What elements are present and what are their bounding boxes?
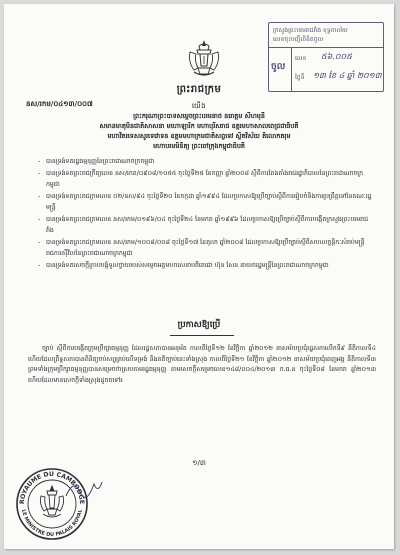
king-title-line: មហាវិតរទេសសូរទេវោទន ឧត្តមមហាក្រមជាតិសព្វទេវ ស្ថិតវិស័យ តិលោកតរុម — [107, 132, 291, 140]
seal-top-text: ROYAUME DU CAMBODGE — [18, 470, 86, 505]
decree-title: ព្រះរាជក្រម — [176, 84, 222, 95]
decree-preamble: យើង — [191, 102, 207, 110]
signature-icon — [64, 474, 104, 504]
consideration-item: - បានទ្រង់ទតព្រះរាជក្រឹត្យលេខ នស/រកត/០៩០៨/១០៥៥ ចុះថ្ងៃទី២៥ ខែកញ្ញា ឆ្នាំ២០០៨ ស្តីពីការតែងតាំងរាជរដ្ឋាភិបាលនៃព្រះរាជាណាចក្រកម្ពុជា — [38, 170, 364, 188]
king-title-line: ព្រះករុណាព្រះបាទសម្តេចព្រះបរមនាថ នរោត្តម សីហមុនី — [133, 112, 265, 120]
consideration-item: - បានទ្រង់ទតព្រះរាជក្រមលេខ នស/រកម/១០០៨/០០៨ ចុះថ្ងៃទី១៧ ខែតុលា ឆ្នាំ២០០៨ ដែលប្រកាសឱ្យប្រើច្បាប់ស្តីពីសហលក្ខន្តិកៈសំរាប់មន្ត្រីរាជការស៊ីវិលនៃព្រះរាជាណាចក្រកម្ពុជា — [38, 239, 365, 257]
consideration-text: បានទ្រង់ទតព្រះរាជក្រមលេខ ០២/នស/៩៤ ចុះថ្ងៃទី២០ ខែកក្កដា ឆ្នាំ១៩៩៤ ដែលប្រកាសឱ្យប្រើច្បាប់ស្តីពីការរៀបចំនិងការប្រព្រឹត្តទៅនៃគណៈរដ្ឋមន្ត្រី — [46, 193, 372, 211]
stamp-header-line2: លេខចុះបញ្ជីលិខិតចូល — [273, 36, 324, 43]
page-number: ១/៣ — [192, 459, 206, 467]
body-paragraph: ច្បាប់ ស្តីពីការបង្កើតក្រុមប្រឹក្សាធម្មនុញ្ញ ដែលរដ្ឋសភាបានអនុម័ត កាលពីថ្ងៃទី១២ ខែវិច្ឆិកា ឆ្នាំ២០១២ នាសម័យប្រជុំរដ្ឋសភាលើកទី៩ នីតិកាលទី៤ ហើយដែលព្រឹទ្ធសភាបានពិនិត្យចប់សព្វគ្រប់លើទម្រង់ និងគតិច្បាប់នេះទាំងស្រុង កាលពីថ្ងៃទី២១ ខែវិច្ឆិកា ឆ្នាំ២០១២ នាសម័យប្រជុំពេញអង្គ នីតិកាលទី៣ ព្រមទាំងក្រុមប្រឹក្សាធម្មនុញ្ញបានសម្រេចថាស្របតាមរដ្ឋធម្មនុញ្ញ តាមសេចក្តីសម្រេចលេខ១៤៨/០០៤/២០១៣ ក.ធ.ន ចុះថ្ងៃទី០៨ ខែមករា ឆ្នាំ២០១៣ ហើយដែលមានសេចក្តីទាំងស្រុងដូចតទៅ៖ — [28, 345, 376, 384]
section-heading: ប្រកាសឱ្យប្រើ — [177, 320, 221, 330]
king-title-line: មហាបរមមិនិត្យ ព្រះចៅក្រុងកម្ពុជាធិបតី — [153, 142, 245, 150]
consideration-item: - បានទ្រង់ទតសេចក្តីក្រាបបង្គំទូលថ្វាយរបស់សម្តេចអគ្គមហាសេនាបតីតេជោ ហ៊ុន សែន នាយករដ្ឋមន្ត្រីនៃព្រះរាជាណាចក្រកម្ពុជា — [38, 262, 329, 269]
seal-emblem-icon — [40, 486, 63, 517]
consideration-text: បានទ្រង់ទតព្រះរាជក្រមលេខ នស/រកម/១០០៨/០០៨ ចុះថ្ងៃទី១៧ ខែតុលា ឆ្នាំ២០០៨ ដែលប្រកាសឱ្យប្រើច្បាប់ស្តីពីសហលក្ខន្តិកៈសំរាប់មន្ត្រីរាជការស៊ីវិលនៃព្រះរាជាណាចក្រកម្ពុជា — [46, 239, 365, 257]
document-page — [4, 4, 394, 549]
stamp-number-label: លេខ — [295, 55, 307, 62]
decree-reference: នស/រកម/០៤១៣/០០៧ — [26, 100, 93, 108]
consideration-item: - បានទ្រង់ទតព្រះរាជក្រមលេខ ០២/នស/៩៤ ចុះថ្ងៃទី២០ ខែកក្កដា ឆ្នាំ១៩៩៤ ដែលប្រកាសឱ្យប្រើច្បាប់ស្តីពីការរៀបចំនិងការប្រព្រឹត្តទៅនៃគណៈរដ្ឋមន្ត្រី — [38, 193, 372, 211]
consideration-text: បានទ្រង់ទតព្រះរាជក្រមលេខ នស/រកម/០១៩៦/០៤ ចុះថ្ងៃទី២៤ ខែមករា ឆ្នាំ១៩៩៦ ដែលប្រកាសឱ្យប្រើច្បាប់ស្តីពីការបង្កើតក្រសួងព្រះបរមរាជវាំង — [46, 216, 369, 234]
stamp-side-label: ចូល — [271, 62, 286, 72]
section-underline — [170, 335, 234, 336]
stamp-date-label: ថ្ងៃទី — [295, 74, 305, 81]
stamp-number-value: ៥៦.០០៥ — [321, 52, 352, 61]
stamp-header-line1: ក្រសួងព្រះបរមរាជវាំង ខុទ្ទកាល័យ — [273, 27, 348, 34]
stamp-date-value: ១៣ ខែ ៤ ឆ្នាំ ២០១៣ — [313, 71, 382, 80]
king-title-line: សមានមាតុមិនជាតិសាសនា មហោឡារិក មហាបុរីសរាជ ឧត្តរមហាសាលពេជ្រជាធិបតី — [99, 122, 299, 130]
consideration-item: - បានទ្រង់ទតព្រះរាជក្រមលេខ នស/រកម/០១៩៦/០៤ ចុះថ្ងៃទី២៤ ខែមករា ឆ្នាំ១៩៩៦ ដែលប្រកាសឱ្យប្រើច្បាប់ស្តីពីការបង្កើតក្រសួងព្រះបរមរាជវាំង — [38, 216, 369, 234]
seal-bottom-text: LE MINISTRE DU PALAIS ROYAL — [20, 508, 84, 539]
consideration-item: - បានទ្រង់ទតរដ្ឋធម្មនុញ្ញនៃព្រះរាជាណាចក្រកម្ពុជា — [38, 158, 155, 165]
stamp-divider — [269, 47, 383, 48]
consideration-text: បានទ្រង់ទតព្រះរាជក្រឹត្យលេខ នស/រកត/០៩០៨/១០៥៥ ចុះថ្ងៃទី២៥ ខែកញ្ញា ឆ្នាំ២០០៨ ស្តីពីការតែងតាំងរាជរដ្ឋាភិបាលនៃព្រះរាជាណាចក្រកម្ពុជា — [46, 170, 364, 188]
consideration-text: បានទ្រង់ទតរដ្ឋធម្មនុញ្ញនៃព្រះរាជាណាចក្រកម្ពុជា — [46, 158, 155, 165]
consideration-text: បានទ្រង់ទតសេចក្តីក្រាបបង្គំទូលថ្វាយរបស់សម្តេចអគ្គមហាសេនាបតីតេជោ ហ៊ុន សែន នាយករដ្ឋមន្ត្រីនៃព្រះរាជាណាចក្រកម្ពុជា — [46, 262, 329, 269]
royal-emblem-icon — [186, 38, 222, 80]
